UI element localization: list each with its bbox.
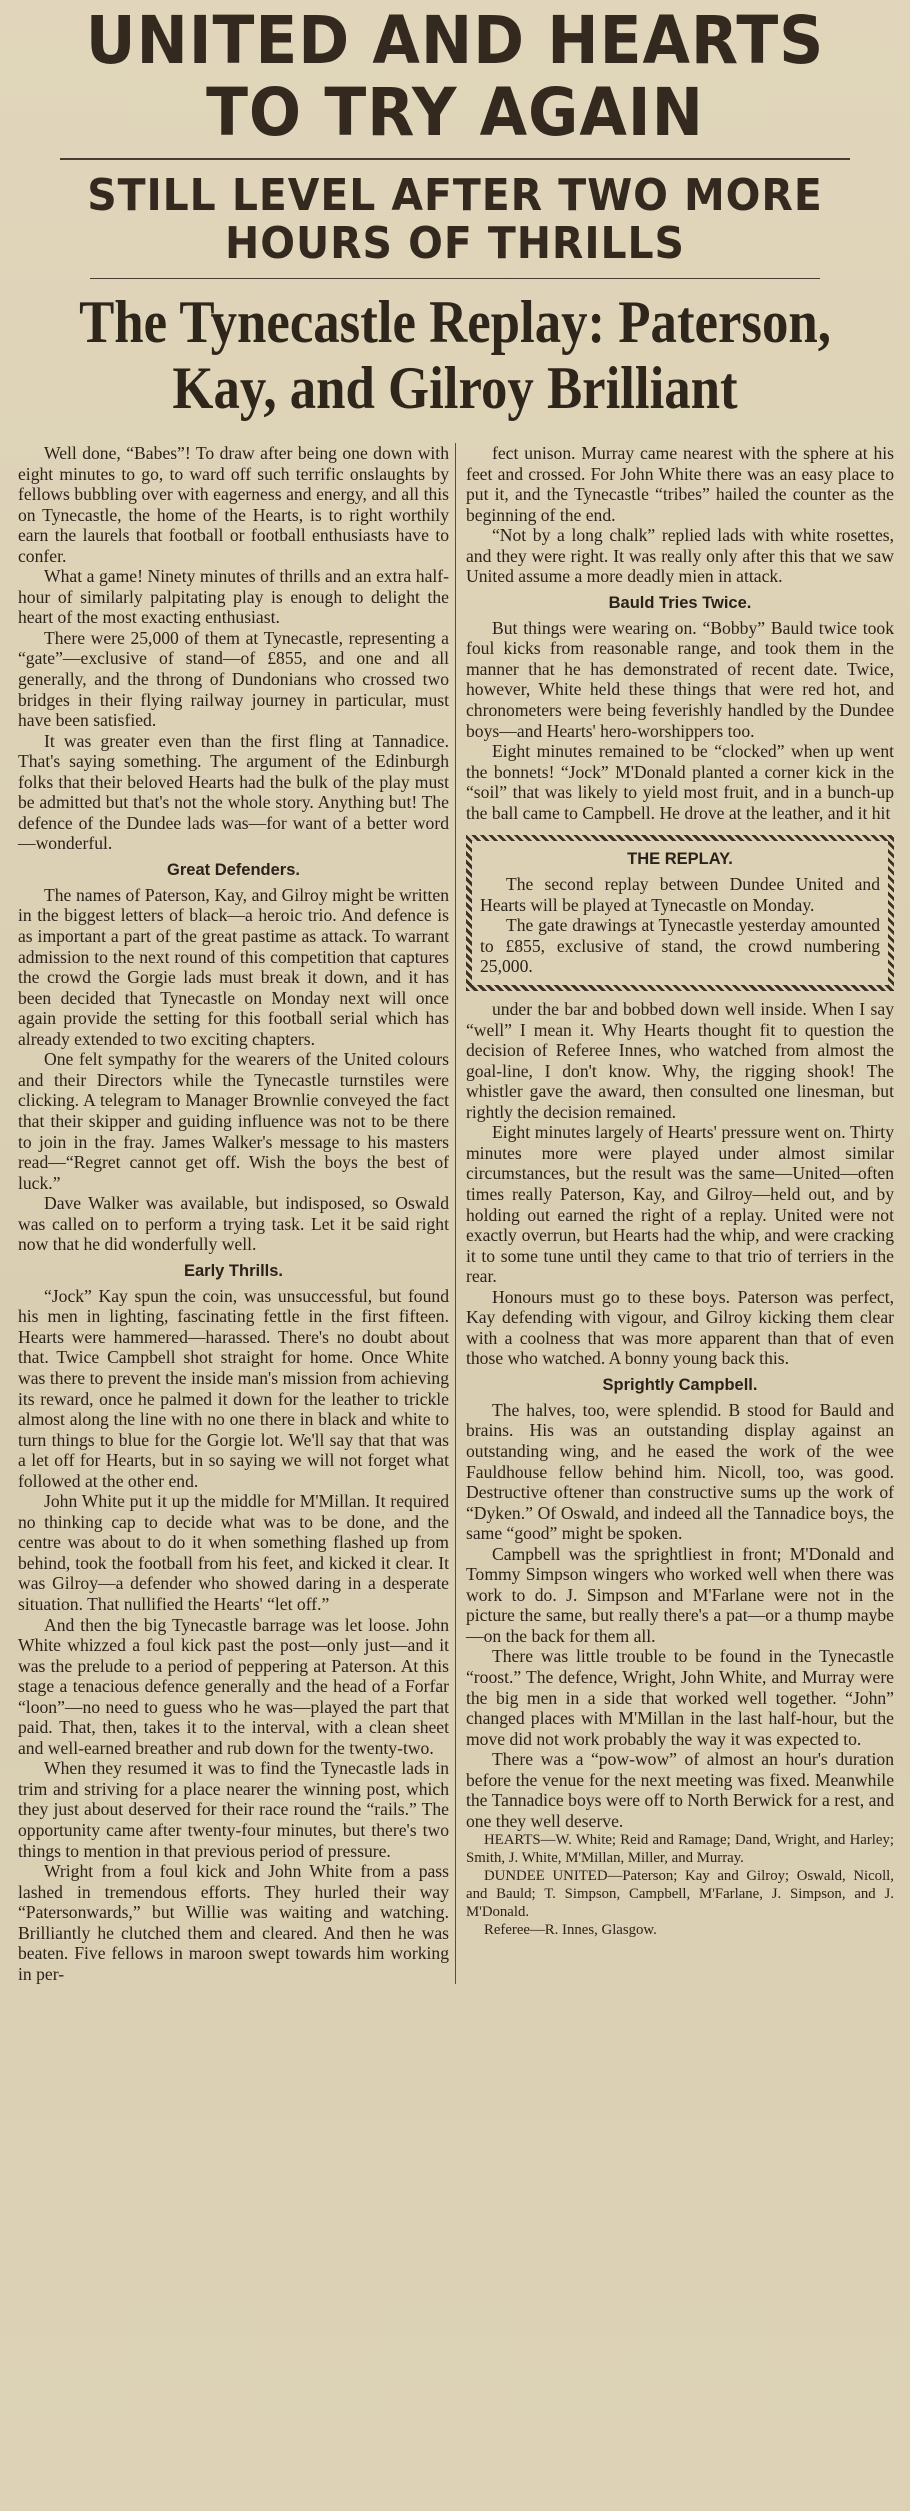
referee-line: Referee—R. Innes, Glasgow. — [484, 1922, 657, 1939]
article-paragraph: There were 25,000 of them at Tynecastle, representing a “gate”—exclusive of stand—of £855, and one and all generally, and the throng of Dundonians who crossed two bridges in their flying railway journey in particular, must have been satisfied. — [18, 627, 449, 731]
replay-notice-title: THE REPLAY. — [627, 850, 733, 869]
replay-notice-paragraph: The second replay between Dundee United and Hearts will be played at Tynecastle on Monday. — [480, 874, 880, 915]
team-dundee-united: DUNDEE UNITED—Paterson; Kay and Gilroy; Oswald, Nicoll, and Bauld; T. Simpson, Campbell, M'Farlane, J. Simpson, and J. M'Donald. — [466, 1868, 894, 1921]
article-paragraph: It was greater even than the first fling at Tannadice. That's saying something. The argument of the Edinburgh folks that their beloved Hearts had the bulk of the play must be admitted but that's not the whole story. Anything but! The defence of the Dundee lads was—for want of a better word—wonderful. — [18, 730, 449, 854]
article-paragraph: Dave Walker was available, but indisposed, so Oswald was called on to perform a trying task. Let it be said right now that he did wonderfully well. — [18, 1193, 449, 1255]
article-paragraph: There was little trouble to be found in the Tynecastle “roost.” The defence, Wright, John White, and Murray were the big men in a side that worked well together. “John” changed places with M'Millan in the last half-hour, but the move did not work probably the way it was expected to. — [466, 1646, 894, 1749]
replay-notice-box — [466, 835, 894, 991]
article-paragraph: Campbell was the sprightliest in front; M'Donald and Tommy Simpson wingers who worked well when there was work to do. J. Simpson and M'Farlane were not in the picture the same, but really there's a pat—or a thump maybe—on the back for them all. — [466, 1543, 894, 1646]
article-paragraph: “Not by a long chalk” replied lads with white rosettes, and they were right. It was really only after this that we saw United assume a more deadly mien in attack. — [466, 525, 894, 587]
article-paragraph: But things were wearing on. “Bobby” Bauld twice took foul kicks from reasonable range, and took them in the manner that he has demonstrated of recent date. Twice, however, White held these things that were red hot, and chronometers were being feverishly handled by the Dundee boys—and Hearts' hero-worshippers too. — [466, 617, 894, 741]
article-paragraph: What a game! Ninety minutes of thrills and an extra half-hour of similarly palpitating play is enough to delight the heart of the most exacting enthusiast. — [18, 566, 449, 628]
subhead-rule — [90, 278, 820, 279]
subheading-bauld-tries-twice: Bauld Tries Twice. — [608, 593, 752, 612]
article-paragraph: fect unison. Murray came nearest with the sphere at his feet and crossed. For John White there was an easy place to put it, and the Tynecastle “tribes” hailed the counter as the beginning of the end. — [466, 443, 894, 525]
article-paragraph: There was a “pow-wow” of almost an hour's duration before the venue for the next meeting was fixed. Meanwhile the Tannadice boys were off to North Berwick for a rest, and one they well deserve. — [466, 1749, 894, 1831]
article-paragraph: The halves, too, were splendid. B stood for Bauld and brains. His was an outstanding display against an outstanding wing, and he eased the work of the wee Fauldhouse fellow behind him. Nicoll, too, was good. Destructive oftener than constructive sums up the work of “Dyken.” Of Oswald, and indeed all the Tannadice boys, the same “good” might be spoken. — [466, 1399, 894, 1544]
deck-line-1: The Tynecastle Replay: Paterson, — [79, 289, 831, 355]
subhead-line-1: STILL LEVEL AFTER TWO MORE — [87, 170, 823, 221]
article-paragraph: Well done, “Babes”! To draw after being one down with eight minutes to go, to ward off such terrific onslaughts by fellows bubbling over with eagerness and energy, and all this on Tynecastle, the home of the Hearts, is to right worthily earn the laurels that football or football enthusiasts have to confer. — [18, 443, 449, 566]
article-paragraph: “Jock” Kay spun the coin, was unsuccessful, but found his men in lighting, fascinating fettle in the first fifteen. Hearts were hammered—harassed. There's no doubt about that. Twice Campbell shot straight for home. Once White was there to prevent the inside man's mission from achieving its reward, once he palmed it down for the leather to trickle almost along the line with no one there in black and white to turn things to blue for the Gorgie lot. We'll say that that was a let off for Hearts, but in so saying we will not forget what followed at the other end. — [18, 1285, 449, 1491]
subheading-sprightly-campbell: Sprightly Campbell. — [602, 1375, 758, 1394]
team-lineups — [466, 1831, 894, 1939]
article-paragraph: When they resumed it was to find the Tynecastle lads in trim and striving for a place nearer the winning post, which they just about deserved for their race round the “rails.” The opportunity came after twenty-four minutes, but there's two things to mention in that previous period of pressure. — [18, 1758, 449, 1861]
subhead-line-2: HOURS OF THRILLS — [225, 218, 685, 269]
article-paragraph: Wright from a foul kick and John White from a pass lashed in tremendous efforts. They hurled their way “Patersonwards,” but Willie was waiting and watching. Brilliantly he clutched them and cleared. And then he was beaten. Five fellows in maroon swept towards him working in per- — [18, 1861, 449, 1984]
headline-line-1: UNITED AND HEARTS — [85, 2, 825, 79]
article-paragraph: under the bar and bobbed down well inside. When I say “well” I mean it. Why Hearts thought fit to question the decision of Referee Innes, who watched from almost the goal-line, I don't know. Why, the rigging shook! The whistler gave the award, then consulted one linesman, but rightly the decision remained. — [466, 999, 894, 1122]
article-column-left — [10, 443, 455, 1984]
article-paragraph: One felt sympathy for the wearers of the United colours and their Directors while the Tynecastle turnstiles were clicking. A telegram to Manager Brownlie conveyed the fact that their skipper and guiding influence was not to be there to join in the fray. James Walker's message to his masters read—“Regret cannot get off. Wish the boys the best of luck.” — [18, 1049, 449, 1193]
article-paragraph: Honours must go to these boys. Paterson was perfect, Kay defending with vigour, and Gilroy kicking them clear with a coolness that was more apparent than that of even those who watched. A bonny young back this. — [466, 1286, 894, 1369]
headline-rule — [60, 158, 850, 160]
replay-notice-paragraph: The gate drawings at Tynecastle yesterday amounted to £855, exclusive of stand, the crowd numbering 25,000. — [480, 915, 880, 977]
headline-line-2: TO TRY AGAIN — [206, 74, 704, 151]
subheading-great-defenders: Great Defenders. — [167, 860, 300, 879]
article-column-right — [455, 443, 900, 1984]
article-paragraph: The names of Paterson, Kay, and Gilroy might be written in the biggest letters of black—a heroic trio. And defence is as important a part of the great pastime as attack. To warrant admission to the next round of this competition that captures the crowd the Gorgie lads must break it down, and it has been decided that Tynecastle on Monday next will once again provide the setting for this football serial which has already extended to two exciting chapters. — [18, 884, 449, 1049]
article-paragraph: And then the big Tynecastle barrage was let loose. John White whizzed a foul kick past the post—only just—and it was the prelude to a period of peppering at Paterson. At this stage a tenacious defence generally and the head of a Forfar “loon”—no need to guess who he was—played the part that paid. That, then, takes it to the interval, with a clean sheet and well-earned breather and rub down for the twenty-two. — [18, 1614, 449, 1758]
article-paragraph: Eight minutes remained to be “clocked” when up went the bonnets! “Jock” M'Donald planted a corner kick in the “soil” that was likely to yield most fruit, and in a bunch-up the ball came to Campbell. He drove at the leather, and it hit — [466, 741, 894, 823]
subheading-early-thrills: Early Thrills. — [183, 1261, 284, 1280]
article-columns — [10, 443, 900, 1984]
deck-line-2: Kay, and Gilroy Brilliant — [172, 355, 738, 421]
article-paragraph: John White put it up the middle for M'Millan. It required no thinking cap to decide what was to be done, and the centre was about to do it when something flashed up from behind, took the football from his feet, and kicked it clear. It was Gilroy—a defender who showed daring in a desperate situation. That nullified the Hearts' “let off.” — [18, 1491, 449, 1614]
team-hearts: HEARTS—W. White; Reid and Ramage; Dand, Wright, and Harley; Smith, J. White, M'Millan, Miller, and Murray. — [466, 1832, 894, 1867]
article-paragraph: Eight minutes largely of Hearts' pressure went on. Thirty minutes more were played under almost similar circumstances, but the result was the same—United—often times really Paterson, Kay, and Gilroy—held out, and by holding out earned the right of a replay. United were not exactly overrun, but Hearts had the whip, and were cracking it to some tune until they came to that trio of terriers in the rear. — [466, 1122, 894, 1287]
